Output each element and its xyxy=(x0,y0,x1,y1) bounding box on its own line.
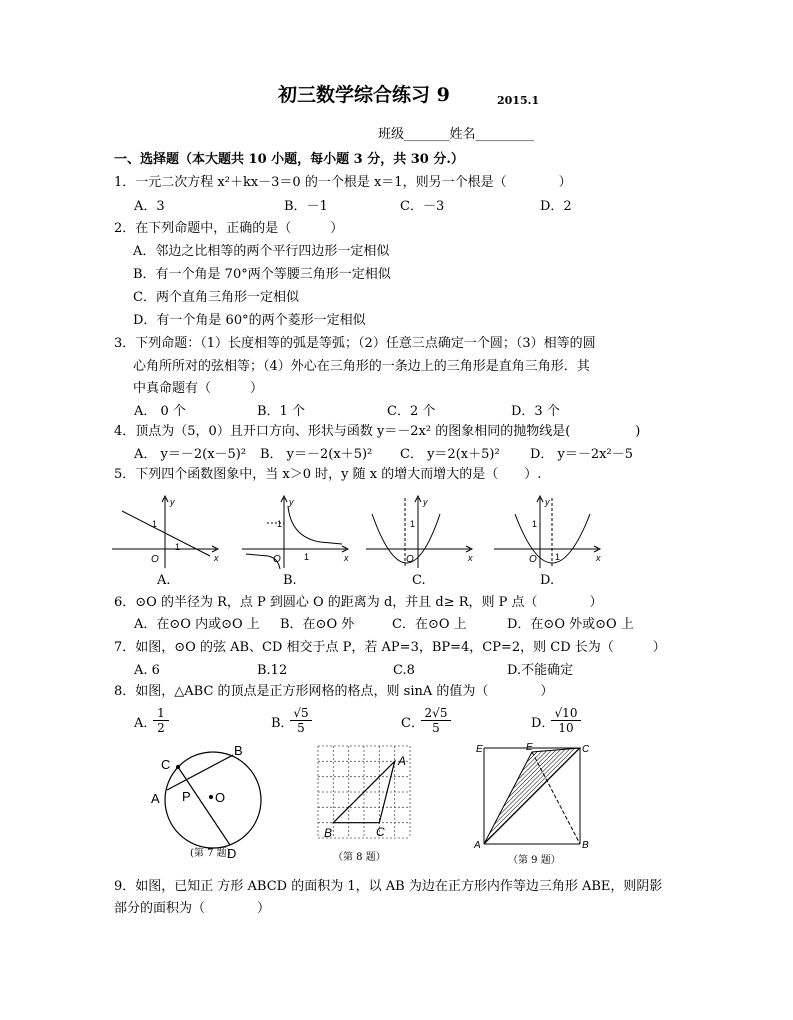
q4-option-c: C． y＝2(x＋5)² xyxy=(400,447,500,462)
q2-option-b: B．有一个角是 70°两个等腰三角形一定相似 xyxy=(133,267,391,282)
origin-label: O xyxy=(151,554,159,565)
fig9-caption: （第 9 题） xyxy=(508,855,561,866)
label-b: B xyxy=(324,826,333,840)
q9-stem-line: 部分的面积为（ ） xyxy=(114,901,271,916)
axis-y-label: y xyxy=(289,497,294,507)
label-a: A xyxy=(474,840,481,851)
q8-option-c-fraction xyxy=(421,706,451,735)
section-header: 一、选择题（本大题共 10 小题，每小题 3 分，共 30 分.） xyxy=(114,152,464,167)
q8-option-b-fraction xyxy=(290,706,312,735)
q6-stem: 6．⊙O 的半径为 R，点 P 到圆心 O 的距离为 d，并且 d≥ R，则 P 点（ ） xyxy=(114,595,603,610)
numerator: 2√5 xyxy=(421,706,451,721)
q5-graph-b xyxy=(238,492,354,572)
label-a: A xyxy=(151,791,160,806)
q6-option-c: C．在⊙O 上 xyxy=(392,617,467,632)
label-d: D xyxy=(227,846,237,861)
q5-graph-c xyxy=(362,492,478,572)
origin-label: O xyxy=(529,554,537,565)
q9-stem-line: 9．如图，已知正 方形 ABCD 的面积为 1，以 AB 为边在正方形内作等边三角形 ABE，则阴影 xyxy=(114,879,663,894)
fig8-caption: （第 8 题） xyxy=(333,852,386,863)
q2-stem: 2．在下列命题中，正确的是（ ） xyxy=(114,221,344,236)
q7-option-d: D.不能确定 xyxy=(507,663,574,678)
label-o: O xyxy=(215,790,226,805)
q1-option-a: A．3 xyxy=(134,199,165,214)
tick-label: 1 xyxy=(152,519,158,529)
axis-y-label: y xyxy=(545,497,550,507)
q8-option-c-letter: C． xyxy=(401,716,424,731)
tick-label: 1 xyxy=(277,519,283,529)
q2-option-c: C．两个直角三角形一定相似 xyxy=(133,290,299,305)
axis-y-label: y xyxy=(170,497,175,507)
q8-option-d-fraction xyxy=(551,706,581,735)
q1-stem: 1．一元二次方程 x²＋kx－3＝0 的一个根是 x＝1，则另一个根是（ ） xyxy=(114,175,572,190)
origin-label: O xyxy=(406,554,414,565)
q3-option-d: D．3 个 xyxy=(511,404,560,419)
q4-option-d: D． y＝－2x²－5 xyxy=(530,447,633,462)
denominator: 5 xyxy=(432,721,440,735)
q8-option-b-letter: B． xyxy=(271,716,294,731)
q1-option-d: D．2 xyxy=(540,199,572,214)
q7-option-a: A. 6 xyxy=(134,663,160,678)
q3-stem-line: 3．下列命题：（1）长度相等的弧是等弧；（2）任意三点确定一个圆；（3）相等的圆 xyxy=(114,336,596,351)
q5-stem: 5．下列四个函数图象中，当 x＞0 时，y 随 x 的增大而增大的是（ ）. xyxy=(114,467,542,482)
q2-option-d: D．有一个角是 60°的两个菱形一定相似 xyxy=(133,313,366,328)
axis-x-label: x xyxy=(214,553,219,563)
q6-option-b: B．在⊙O 外 xyxy=(280,617,355,632)
q1-option-c: C．－3 xyxy=(400,199,445,214)
denominator: 10 xyxy=(558,721,574,735)
denominator: 2 xyxy=(157,721,165,735)
label-b: B xyxy=(582,840,589,851)
denominator: 5 xyxy=(297,721,305,735)
q1-option-b: B．－1 xyxy=(284,199,328,214)
fig7-circle-chords xyxy=(145,740,275,862)
axis-x-label: x xyxy=(596,553,601,563)
fig9-square-triangle xyxy=(470,738,600,854)
q8-stem: 8．如图，△ABC 的顶点是正方形网格的格点，则 sinA 的值为（ ） xyxy=(114,684,554,699)
q2-option-a: A．邻边之比相等的两个平行四边形一定相似 xyxy=(133,244,390,259)
q5-graph-a xyxy=(108,492,224,572)
q3-option-c: C．2 个 xyxy=(387,404,436,419)
q3-option-a: A． 0 个 xyxy=(134,404,186,419)
label-c: C xyxy=(582,744,590,755)
label-a: A xyxy=(398,754,407,768)
date: 2015.1 xyxy=(497,94,540,107)
tick-label: 1 xyxy=(410,519,416,529)
page-title: 初三数学综合练习 9 xyxy=(278,84,450,106)
q4-option-b: B． y＝－2(x＋5)² xyxy=(260,447,373,462)
label-d: E xyxy=(476,744,483,755)
tick-label: 1 xyxy=(175,542,181,552)
q3-option-b: B．1 个 xyxy=(257,404,305,419)
q8-option-d-letter: D． xyxy=(531,716,555,731)
q7-stem: 7．如图，⊙O 的弦 AB、CD 相交于点 P，若 AP=3，BP=4，CP=2，则 CD 长为（ ） xyxy=(114,640,666,655)
q4-option-a: A． y＝－2(x－5)² xyxy=(134,447,247,462)
class-name-line: 班级_______姓名_________ xyxy=(378,127,535,142)
axis-y-label: y xyxy=(423,497,428,507)
q5-label-d: D. xyxy=(540,573,555,588)
q5-label-a: A. xyxy=(157,573,171,588)
label-c: C xyxy=(376,825,385,839)
numerator: √10 xyxy=(551,706,581,721)
label-b: B xyxy=(234,743,243,758)
origin-label: O xyxy=(273,554,281,565)
q4-stem: 4．顶点为（5，0）且开口方向、形状与函数 y＝－2x² 的图象相同的抛物线是( ) xyxy=(114,424,641,439)
fig8-grid-triangle xyxy=(312,740,418,846)
label-c: C xyxy=(161,757,171,772)
tick-label: 1 xyxy=(555,552,561,562)
q7-option-c: C.8 xyxy=(393,663,415,678)
q6-option-d: D．在⊙O 外或⊙O 上 xyxy=(507,617,634,632)
numerator: 1 xyxy=(153,706,169,721)
numerator: √5 xyxy=(290,706,312,721)
label-e: E xyxy=(526,742,533,753)
q5-graph-d xyxy=(490,492,606,572)
q3-stem-line: 中真命题有（ ） xyxy=(133,381,264,396)
axis-x-label: x xyxy=(468,553,473,563)
q8-option-a-fraction xyxy=(153,706,169,735)
q7-option-b: B.12 xyxy=(257,663,288,678)
tick-label: 1 xyxy=(304,552,310,562)
axis-x-label: x xyxy=(344,553,349,563)
tick-label: 1 xyxy=(532,519,538,529)
q6-option-a: A．在⊙O 内或⊙O 上 xyxy=(134,617,260,632)
q8-option-a-letter: A． xyxy=(134,716,157,731)
q5-label-b: B. xyxy=(283,573,297,588)
q3-stem-line: 心角所所对的弦相等；（4）外心在三角形的一条边上的三角形是直角三角形．其 xyxy=(133,359,590,374)
q5-label-c: C. xyxy=(412,573,426,588)
label-p: P xyxy=(182,789,191,804)
fig7-caption: (第 7 题) xyxy=(190,848,231,859)
